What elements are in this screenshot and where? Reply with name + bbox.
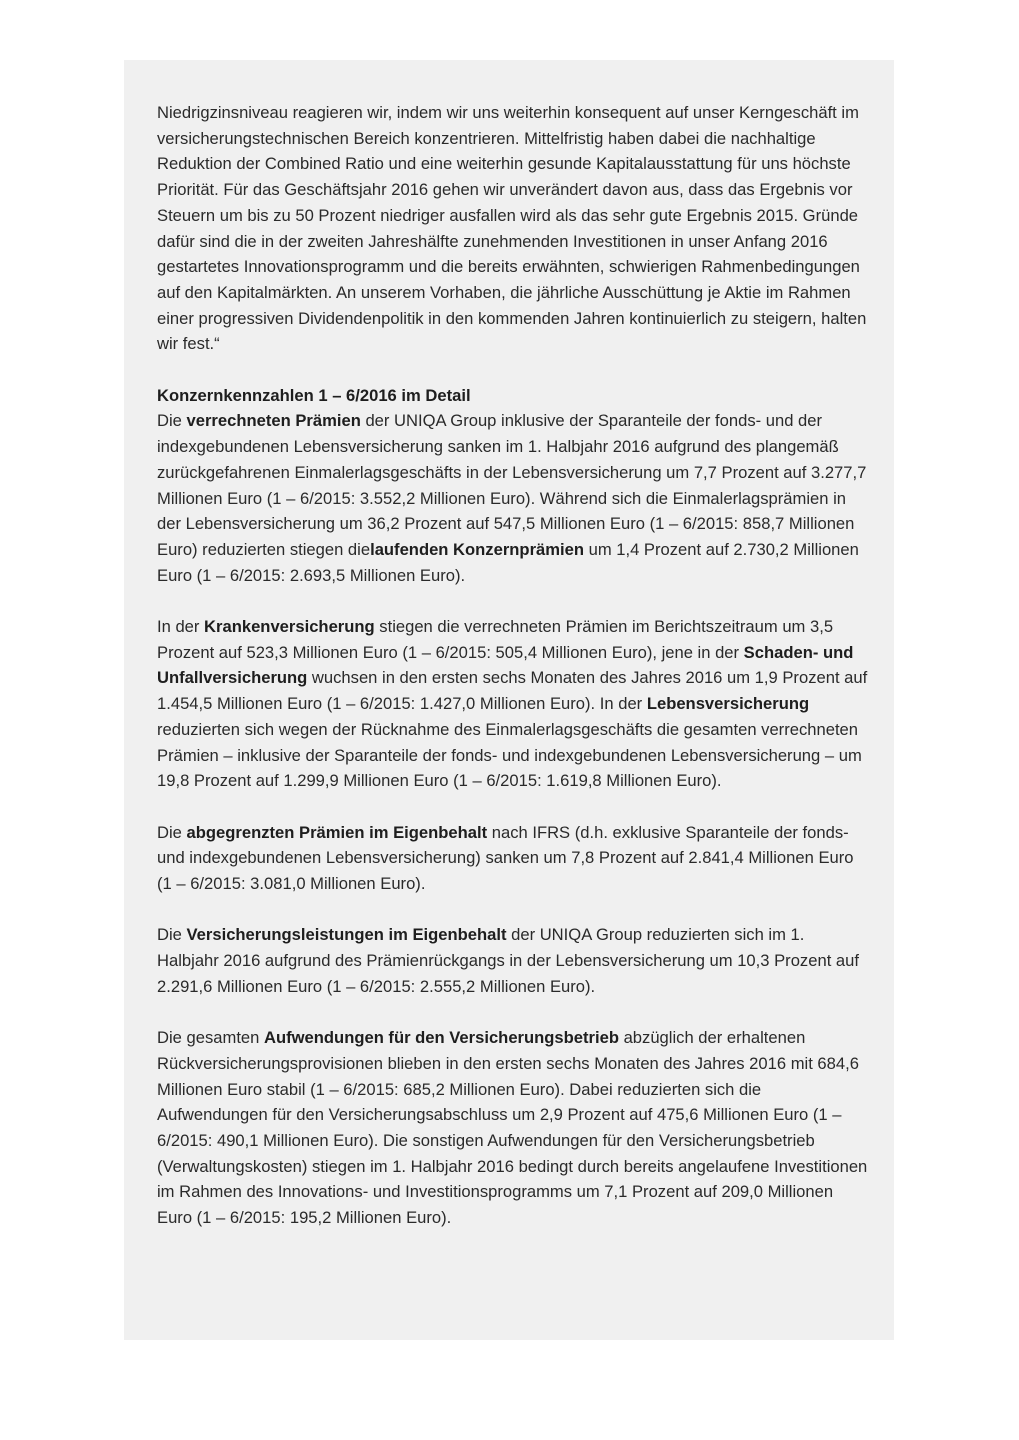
bold-term: Krankenversicherung (204, 617, 375, 637)
text-segment: In der (157, 617, 205, 637)
paragraph-outlook (157, 100, 869, 357)
text-segment: um 1,4 Prozent auf 2.730,2 Millionen Euro (1 – 6/2015: 2.693,5 Millionen Euro). (157, 539, 859, 585)
bold-term: Versicherungsleistungen im Eigenbehalt (186, 925, 507, 945)
text-segment: Die (157, 822, 187, 842)
bold-term: Aufwendungen für den Versicherungsbetrieb (264, 1028, 619, 1048)
paragraph-insurance-benefits (157, 922, 869, 999)
paragraph-operating-expenses (157, 1025, 869, 1231)
bold-term: Schaden- und Unfallversicherung (157, 642, 854, 688)
text-segment: der UNIQA Group reduzierten sich im 1. Halbjahr 2016 aufgrund des Prämienrückgangs in der Lebensversicherung um 10,3 Prozent auf 2.291,6 Millionen Euro (1 – 6/2015: 2.555,2 Millionen Euro). (157, 925, 859, 996)
paragraph-outlook-text: Niedrigzinsniveau reagieren wir, indem wir uns weiterhin konsequent auf unser Kerngeschäft im versicherungstechnischen Bereich konzentrieren. Mittelfristig haben dabei die nachhaltige Reduktion der Combined Ratio und eine weiterhin gesunde Kapitalausstattung für uns höchste Priorität. Für das Geschäftsjahr 2016 gehen wir unverändert davon aus, dass das Ergebnis vor Steuern um bis zu 50 Prozent niedriger ausfallen wird als das sehr gute Ergebnis 2015. Gründe dafür sind die in der zweiten Jahreshälfte zunehmenden Investitionen in unser Anfang 2016 gestartetes Innovationsprogramm und die bereits erwähnten, schwierigen Rahmenbedingungen auf den Kapitalmärkten. An unserem Vorhaben, die jährliche Ausschüttung je Aktie im Rahmen einer progressiven Dividendenpolitik in den kommenden Jahren kontinuierlich zu steigern, halten wir fest.“ (157, 103, 867, 354)
text-segment: Die (157, 411, 187, 431)
bold-term: verrechneten Prämien (186, 411, 361, 431)
paragraph-net-premiums (157, 820, 869, 897)
paragraph-segments (157, 614, 869, 794)
text-segment: nach IFRS (d.h. exklusive Sparanteile der fonds- und indexgebundenen Lebensversicherung) sanken um 7,8 Prozent auf 2.841,4 Millionen Euro (1 – 6/2015: 3.081,0 Millionen Euro). (157, 822, 854, 894)
text-segment: wuchsen in den ersten sechs Monaten des Jahres 2016 um 1,9 Prozent auf 1.454,5 Millionen Euro (1 – 6/2015: 1.427,0 Millionen Euro). In der (157, 668, 868, 714)
bold-term: laufenden Konzernprämien (370, 539, 584, 559)
text-segment: abzüglich der erhaltenen Rückversicherungsprovisionen blieben in den ersten sechs Monaten des Jahres 2016 mit 684,6 Millionen Euro stabil (1 – 6/2015: 685,2 Millionen Euro). Dabei reduzierten sich die Aufwendungen für den Versicherungsabschluss um 2,9 Prozent auf 475,6 Millionen Euro (1 – 6/2015: 490,1 Millionen Euro). Die sonstigen Aufwendungen für den Versicherungsbetrieb (Verwaltungskosten) stiegen im 1. Halbjahr 2016 bedingt durch bereits angelaufene Investitionen im Rahmen des Innovations- und Investitionsprogramms um 7,1 Prozent auf 209,0 Millionen Euro (1 – 6/2015: 195,2 Millionen Euro). (157, 1028, 868, 1228)
document-body (157, 100, 869, 1231)
text-segment: Die gesamten (157, 1028, 264, 1048)
section-heading: Konzernkennzahlen 1 – 6/2016 im Detail (157, 385, 471, 405)
text-segment: der UNIQA Group inklusive der Sparanteile der fonds- und der indexgebundenen Lebensversicherung sanken im 1. Halbjahr 2016 aufgrund des plangemäß zurückgefahrenen Einmalerlagsgeschäfts in der Lebensversicherung um 7,7 Prozent auf 3.277,7 Millionen Euro (1 – 6/2015: 3.552,2 Millionen Euro). Während sich die Einmalerlagsprämien in der Lebensversicherung um 36,2 Prozent auf 547,5 Millionen Euro (1 – 6/2015: 858,7 Millionen Euro) reduzierten stiegen die (157, 411, 867, 559)
bold-term: Lebensversicherung (646, 694, 810, 714)
text-segment: Die (157, 925, 187, 945)
text-segment: reduzierten sich wegen der Rücknahme des Einmalerlagsgeschäfts die gesamten verrechneten Prämien – inklusive der Sparanteile der fonds- und indexgebundenen Lebensversicherung – um 19,8 Prozent auf 1.299,9 Millionen Euro (1 – 6/2015: 1.619,8 Millionen Euro). (157, 719, 862, 791)
text-segment: stiegen die verrechneten Prämien im Berichtszeitraum um 3,5 Prozent auf 523,3 Millionen Euro (1 – 6/2015: 505,4 Millionen Euro), jene in der (157, 617, 834, 662)
paragraph-premiums (157, 383, 869, 589)
bold-term: abgegrenzten Prämien im Eigenbehalt (186, 822, 488, 842)
